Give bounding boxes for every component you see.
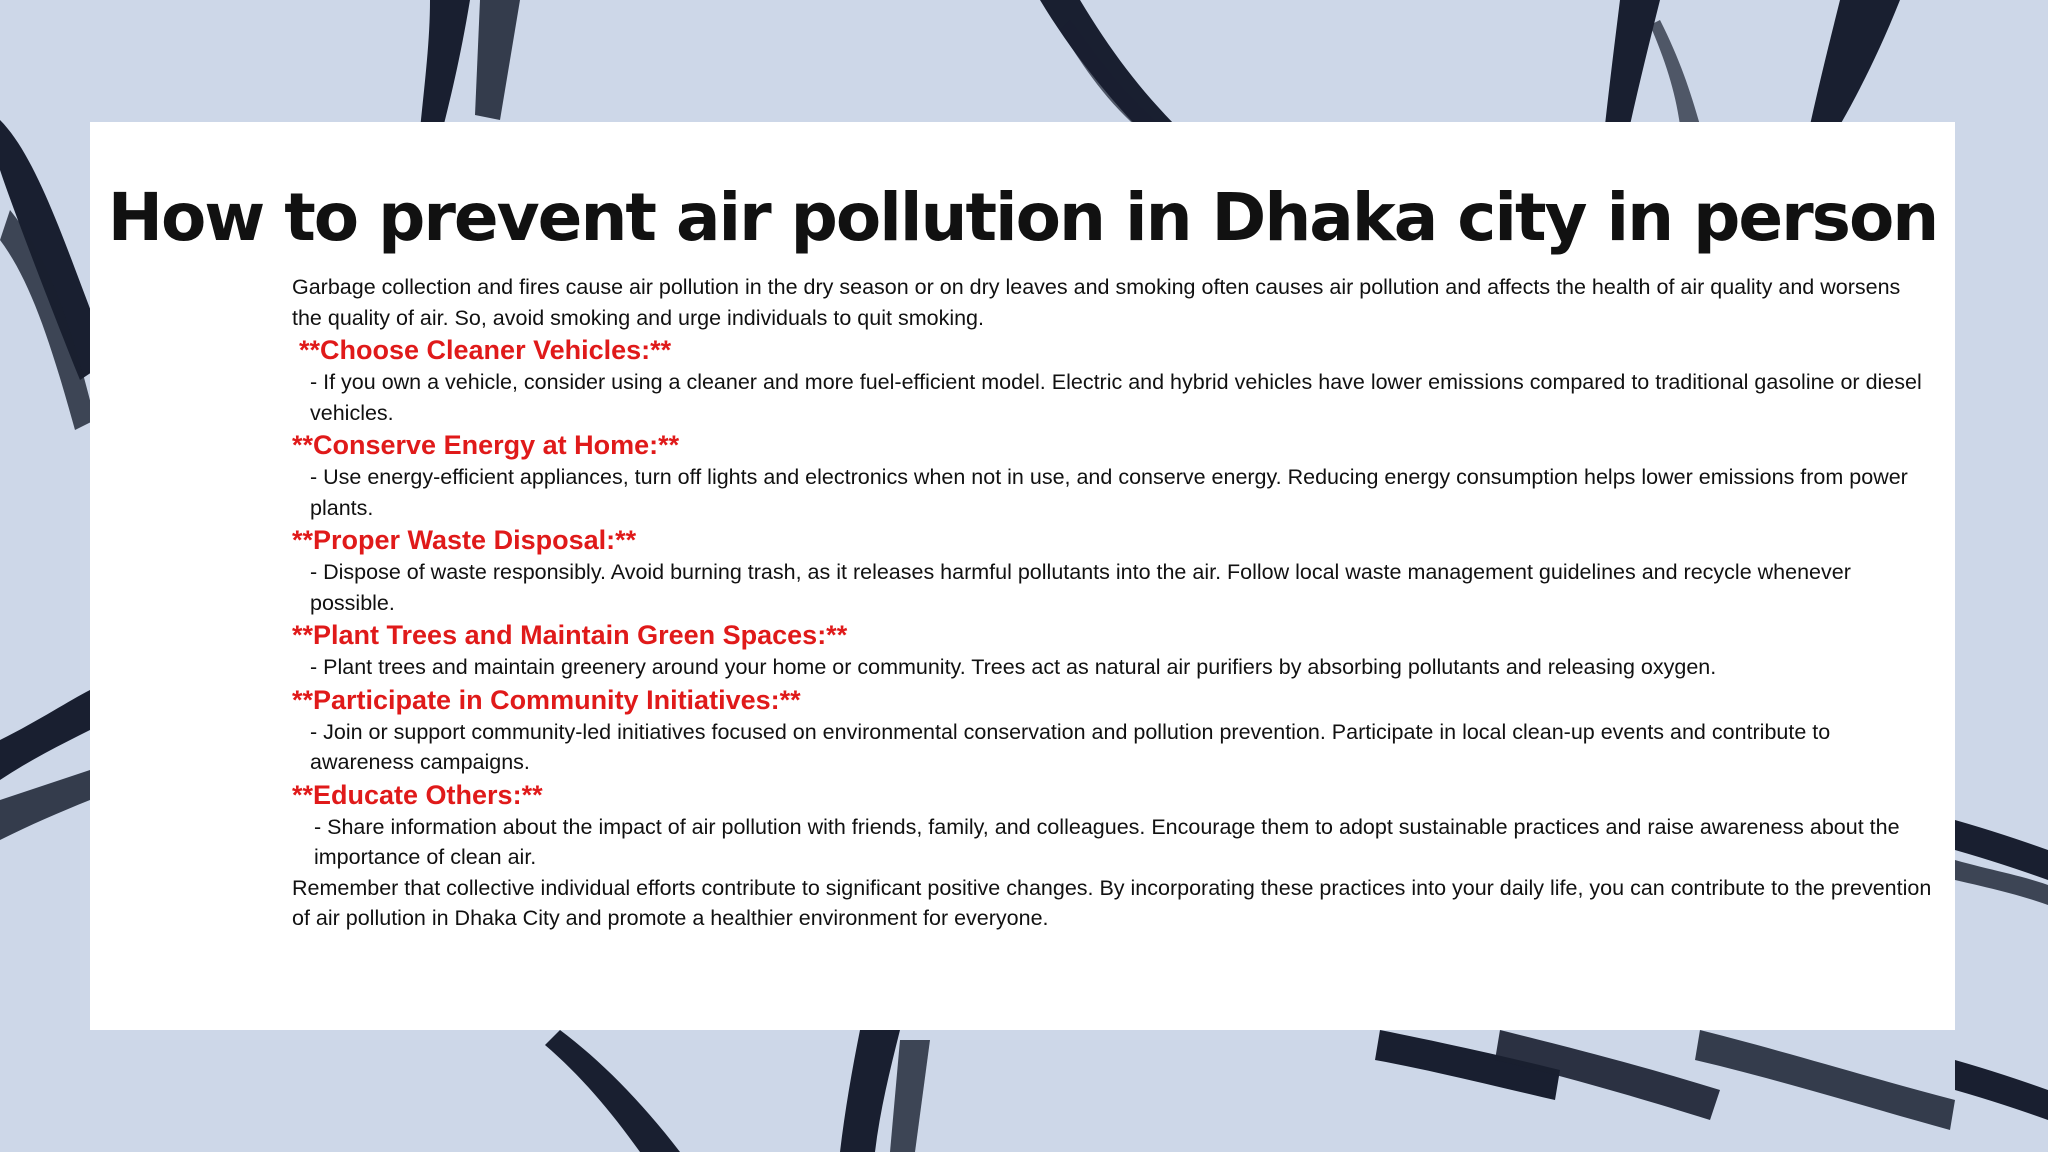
section-body-plant-trees: - Plant trees and maintain greenery around your home or community. Trees act as natural air purifiers by absorbing pollutants and releasing oxygen. — [310, 655, 1717, 679]
slide-card — [90, 122, 1955, 1030]
section-body-educate-others: - Share information about the impact of air pollution with friends, family, and colleagues. Encourage them to adopt sustainable practices and raise awareness about the importance of clean air. — [314, 814, 1900, 869]
intro-paragraph: Garbage collection and fires cause air pollution in the dry season or on dry leaves and smoking often causes air pollution and affects the health of air quality and worsens the quality of air. So, avoid smoking and urge individuals to quit smoking. — [292, 275, 1901, 330]
section-heading-cleaner-vehicles: **Choose Cleaner Vehicles:** — [299, 335, 672, 365]
section-body-conserve-energy: - Use energy-efficient appliances, turn off lights and electronics when not in use, and conserve energy. Reducing energy consumption helps lower emissions from power plants. — [310, 465, 1908, 520]
section-heading-educate-others: **Educate Others:** — [292, 779, 543, 810]
section-heading-plant-trees: **Plant Trees and Maintain Green Spaces:** — [292, 620, 848, 650]
slide-content — [292, 272, 1932, 934]
slide-title: How to prevent air pollution in Dhaka city in person — [107, 179, 1938, 256]
conclusion-paragraph: Remember that collective individual efforts contribute to significant positive changes. By incorporating these practices into your daily life, you can contribute to the prevention of air pollution in Dhaka City and promote a healthier environment for everyone. — [292, 875, 1932, 930]
section-heading-waste-disposal: **Proper Waste Disposal:** — [292, 525, 637, 555]
section-heading-community-initiatives: **Participate in Community Initiatives:** — [292, 684, 801, 715]
section-heading-conserve-energy: **Conserve Energy at Home:** — [292, 430, 680, 460]
section-body-cleaner-vehicles: - If you own a vehicle, consider using a cleaner and more fuel-efficient model. Electric and hybrid vehicles have lower emissions compared to traditional gasoline or diesel vehicles. — [310, 370, 1922, 425]
section-body-waste-disposal: - Dispose of waste responsibly. Avoid burning trash, as it releases harmful pollutants into the air. Follow local waste management guidelines and recycle whenever possible. — [310, 560, 1851, 615]
section-body-community-initiatives: - Join or support community-led initiatives focused on environmental conservation and pollution prevention. Participate in local clean-up events and contribute to awareness campaigns. — [310, 719, 1831, 774]
